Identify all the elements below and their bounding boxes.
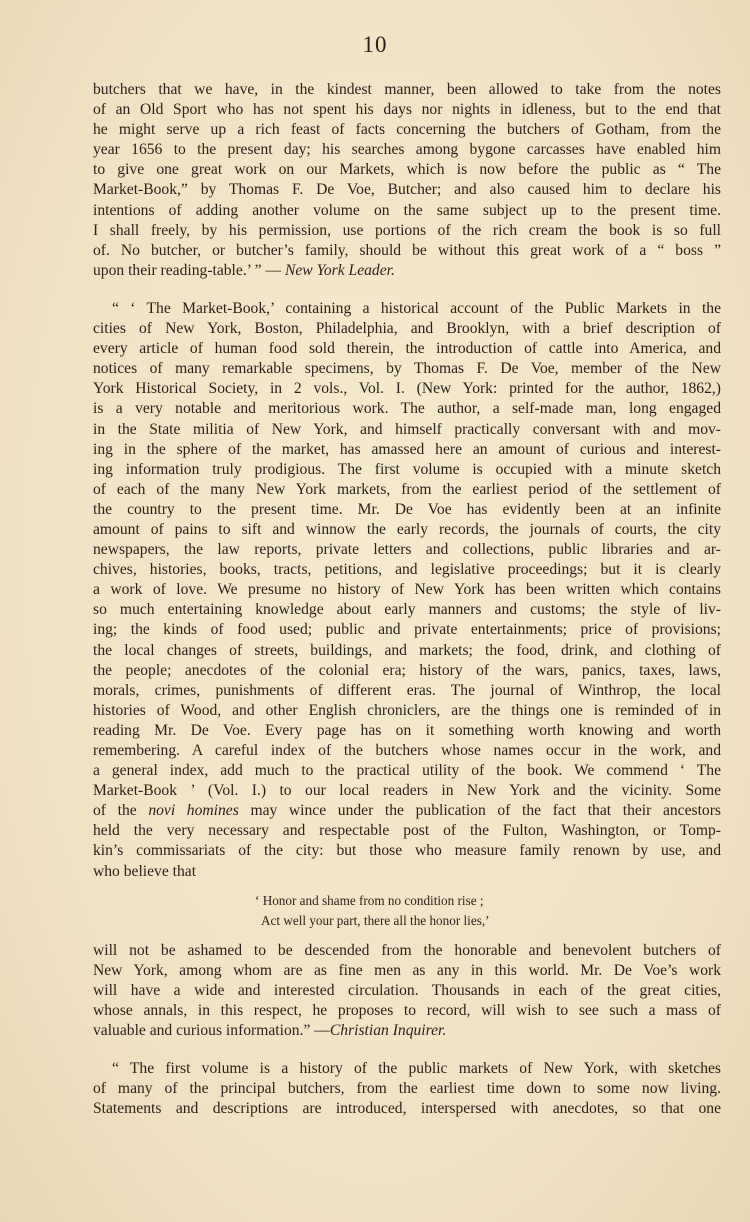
text-line: newspapers, the law reports, private letters and collections, public libraries and ar- [93,541,721,559]
text-line: the local changes of streets, buildings, and markets; the food, drink, and clothing of [93,641,721,659]
text-line: New York, among whom are as fine men as any in this world. Mr. De Voe’s work [93,961,721,979]
text-line: a general index, add much to the practical utility of the book. We commend ‘ The [93,762,721,780]
text-line: so much entertaining knowledge about early manners and customs; the style of liv- [93,601,721,619]
text-fragment: may wince under the publication of the fact that their ancestors [250,802,721,820]
text-line: of each of the many New York markets, from the earliest period of the settlement of [93,480,721,498]
text-line: to give one great work on our Markets, which is now before the public as “ The [93,161,721,179]
text-line [93,1021,721,1041]
text-line: butchers that we have, in the kindest manner, been allowed to take from the notes [93,81,721,98]
text-line: I shall freely, by his permission, use portions of the rich cream the book is so full [93,221,721,239]
text-fragment: valuable and curious information.” — [93,1022,330,1040]
italic-phrase: novi homines [148,802,239,820]
paragraph-christian-inquirer [93,299,721,1041]
verse-line: ‘ Honor and shame from no condition rise ; [255,892,484,908]
text-line: Market-Book ’ (Vol. I.) to our local readers in New York and the vicinity. Some [93,782,721,800]
source-citation: New York Leader. [284,261,395,279]
text-line: held the very necessary and respectable post of the Fulton, Washington, or Tomp- [93,822,721,840]
text-line: amount of pains to sift and winnow the early records, the journals of courts, the city [93,520,721,538]
text-line: the people; anecdotes of the colonial era; history of the wars, panics, taxes, laws, [93,661,721,679]
text-line: whose annals, in this respect, he proposes to record, will wish to see such a mass of [93,1001,721,1019]
verse-quotation [93,891,721,931]
text-line: morals, crimes, punishments of different eras. The journal of Winthrop, the local [93,681,721,699]
text-line [93,801,721,821]
text-fragment: of the [93,802,137,820]
text-line: is a very notable and meritorious work. The author, a self-made man, long engaged [93,400,721,418]
text-line [93,261,721,281]
text-line: kin’s commissariats of the city: but those who measure family renown by use, and [93,842,721,860]
text-fragment: upon their reading-table.’ ” — [93,261,282,279]
source-citation: Christian Inquirer. [329,1022,447,1040]
text-line: York Historical Society, in 2 vols., Vol. I. (New York: printed for the author, 1862,) [93,380,721,398]
text-line: reading Mr. De Voe. Every page has on it something worth knowing and worth [93,721,721,739]
text-line: ing; the kinds of food used; public and private entertainments; price of provisions; [93,621,721,639]
text-line: he might serve up a rich feast of facts concerning the butchers of Gotham, from the [93,121,721,139]
verse-line: Act well your part, there all the honor lies,’ [261,912,490,928]
text-line: intentions of adding another volume on the same subject up to the present time. [93,201,721,219]
text-line: will have a wide and interested circulation. Thousands in each of the great cities, [93,981,721,999]
text-line: year 1656 to the present day; his searches among bygone carcasses have enabled him [93,141,721,159]
text-line: in the State militia of New York, and himself practically conversant with and mov- [93,420,721,438]
text-line: who believe that [93,862,197,880]
text-line: histories of Wood, and other English chroniclers, are the things one is reminded of in [93,701,721,719]
text-line: ing information truly prodigious. The first volume is occupied with a minute sketch [93,460,721,478]
text-line: every article of human food sold therein, the introduction of cattle into America, and [93,340,721,358]
text-line: of an Old Sport who has not spent his days nor nights in idleness, but to the end that [93,101,721,119]
text-line: of. No butcher, or butcher’s family, should be without this great work of a “ boss ” [93,241,721,259]
text-line: ing in the sphere of the market, has amassed here an amount of curious and interest- [93,440,721,458]
text-line: of many of the principal butchers, from the earliest time down to some now living. [93,1080,721,1098]
paragraph-first-volume [93,1059,721,1119]
body-text [93,80,721,1119]
text-line: Market-Book,” by Thomas F. De Voe, Butcher; and also caused him to declare his [93,181,721,199]
text-line: notices of many remarkable specimens, by Thomas F. De Voe, member of the New [93,360,721,378]
page-number: 10 [362,32,388,57]
paragraph-new-york-leader [93,80,721,281]
text-line: will not be ashamed to be descended from the honorable and benevolent butchers of [93,941,721,959]
text-line: cities of New York, Boston, Philadelphia, and Brooklyn, with a brief description of [93,320,721,338]
text-line: Statements and descriptions are introduced, interspersed with anecdotes, so that one [93,1100,721,1118]
text-line: “ The first volume is a history of the public markets of New York, with sketches [112,1060,721,1078]
text-line: “ ‘ The Market-Book,’ containing a historical account of the Public Markets in the [112,299,721,317]
text-line: the country to the present time. Mr. De Voe has evidently been at an infinite [93,500,721,518]
text-line: a work of love. We presume no history of New York has been written which contains [93,581,721,599]
text-line: chives, histories, books, tracts, petitions, and legislative proceedings; but it is clearly [93,561,721,579]
text-line: remembering. A careful index of the butchers whose names occur in the work, and [93,742,721,759]
